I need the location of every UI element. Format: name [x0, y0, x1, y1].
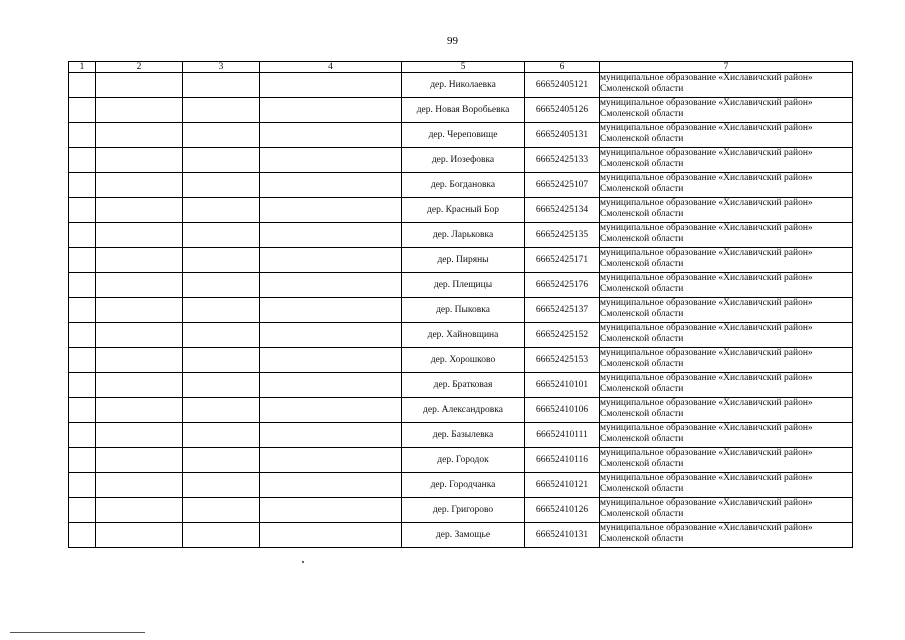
cell-col-2 — [96, 448, 183, 473]
municipality-line-2: Смоленской области — [600, 108, 684, 119]
cell-col-2 — [96, 323, 183, 348]
cell-col-1 — [69, 373, 96, 398]
settlement-name: дер. Хорошково — [402, 348, 525, 373]
cell-col-3 — [183, 198, 260, 223]
cell-col-4 — [260, 248, 402, 273]
cell-col-4 — [260, 448, 402, 473]
municipality-cell — [600, 223, 853, 248]
oktmo-code: 66652410111 — [525, 423, 600, 448]
oktmo-code: 66652405131 — [525, 123, 600, 148]
oktmo-code: 66652425152 — [525, 323, 600, 348]
cell-col-2 — [96, 98, 183, 123]
table-row — [69, 423, 853, 448]
table-row — [69, 148, 853, 173]
municipality-cell — [600, 173, 853, 198]
municipality-line-2: Смоленской области — [600, 158, 684, 169]
municipality-cell — [600, 348, 853, 373]
table-row — [69, 323, 853, 348]
cell-col-4 — [260, 73, 402, 98]
municipality-cell — [600, 98, 853, 123]
cell-col-3 — [183, 448, 260, 473]
settlement-name: дер. Богдановка — [402, 173, 525, 198]
header-col-1: 1 — [69, 62, 96, 73]
table-row — [69, 73, 853, 98]
municipality-line-1: муниципальное образование «Хиславичский район» — [600, 348, 813, 358]
oktmo-code: 66652410121 — [525, 473, 600, 498]
settlement-name: дер. Николаевка — [402, 73, 525, 98]
cell-col-2 — [96, 523, 183, 548]
municipality-cell — [600, 398, 853, 423]
municipality-line-1: муниципальное образование «Хиславичский район» — [600, 173, 813, 183]
municipality-line-2: Смоленской области — [600, 433, 684, 444]
header-col-5: 5 — [402, 62, 525, 73]
cell-col-2 — [96, 348, 183, 373]
settlement-name: дер. Александровка — [402, 398, 525, 423]
cell-col-4 — [260, 498, 402, 523]
oktmo-code: 66652425134 — [525, 198, 600, 223]
cell-col-4 — [260, 398, 402, 423]
municipality-cell — [600, 123, 853, 148]
cell-col-1 — [69, 323, 96, 348]
table-row — [69, 98, 853, 123]
cell-col-1 — [69, 173, 96, 198]
municipality-line-2: Смоленской области — [600, 533, 684, 544]
municipality-line-1: муниципальное образование «Хиславичский район» — [600, 323, 813, 333]
cell-col-1 — [69, 148, 96, 173]
page-number: 99 — [447, 35, 458, 47]
cell-col-2 — [96, 373, 183, 398]
cell-col-1 — [69, 198, 96, 223]
oktmo-code: 66652425171 — [525, 248, 600, 273]
municipality-cell — [600, 423, 853, 448]
settlement-name: дер. Городчанка — [402, 473, 525, 498]
cell-col-2 — [96, 248, 183, 273]
municipality-line-1: муниципальное образование «Хиславичский район» — [600, 198, 813, 208]
cell-col-2 — [96, 123, 183, 148]
oktmo-code: 66652410116 — [525, 448, 600, 473]
municipality-cell — [600, 373, 853, 398]
cell-col-4 — [260, 323, 402, 348]
settlement-name: дер. Городок — [402, 448, 525, 473]
cell-col-4 — [260, 148, 402, 173]
cell-col-4 — [260, 348, 402, 373]
oktmo-code: 66652405121 — [525, 73, 600, 98]
cell-col-4 — [260, 273, 402, 298]
oktmo-code: 66652410106 — [525, 398, 600, 423]
municipality-line-1: муниципальное образование «Хиславичский район» — [600, 98, 813, 108]
table-row — [69, 173, 853, 198]
cell-col-4 — [260, 423, 402, 448]
table-row — [69, 298, 853, 323]
settlement-name: дер. Плещицы — [402, 273, 525, 298]
table-row — [69, 248, 853, 273]
table-body — [69, 73, 853, 548]
cell-col-1 — [69, 123, 96, 148]
cell-col-2 — [96, 473, 183, 498]
municipality-line-1: муниципальное образование «Хиславичский район» — [600, 298, 813, 308]
oktmo-code: 66652425107 — [525, 173, 600, 198]
cell-col-1 — [69, 498, 96, 523]
municipality-line-1: муниципальное образование «Хиславичский район» — [600, 523, 813, 533]
municipality-line-1: муниципальное образование «Хиславичский район» — [600, 498, 813, 508]
oktmo-code: 66652410101 — [525, 373, 600, 398]
cell-col-3 — [183, 273, 260, 298]
cell-col-1 — [69, 273, 96, 298]
table-row — [69, 223, 853, 248]
cell-col-3 — [183, 98, 260, 123]
cell-col-2 — [96, 298, 183, 323]
table-header — [69, 62, 853, 73]
cell-col-1 — [69, 523, 96, 548]
cell-col-1 — [69, 473, 96, 498]
cell-col-1 — [69, 223, 96, 248]
municipality-line-2: Смоленской области — [600, 283, 684, 294]
municipality-cell — [600, 298, 853, 323]
stray-mark — [302, 561, 304, 563]
table-row — [69, 398, 853, 423]
cell-col-3 — [183, 523, 260, 548]
municipality-line-1: муниципальное образование «Хиславичский район» — [600, 373, 813, 383]
municipality-line-2: Смоленской области — [600, 333, 684, 344]
settlement-name: дер. Братковая — [402, 373, 525, 398]
footer-line — [10, 632, 145, 633]
cell-col-2 — [96, 398, 183, 423]
cell-col-4 — [260, 473, 402, 498]
cell-col-3 — [183, 398, 260, 423]
header-col-6: 6 — [525, 62, 600, 73]
settlement-name: дер. Иозефовка — [402, 148, 525, 173]
table-row — [69, 498, 853, 523]
municipality-line-2: Смоленской области — [600, 458, 684, 469]
municipality-cell — [600, 448, 853, 473]
table-row — [69, 198, 853, 223]
municipality-line-2: Смоленской области — [600, 233, 684, 244]
municipality-line-1: муниципальное образование «Хиславичский район» — [600, 273, 813, 283]
cell-col-1 — [69, 448, 96, 473]
table-row — [69, 373, 853, 398]
municipality-line-2: Смоленской области — [600, 183, 684, 194]
settlement-name: дер. Новая Воробьевка — [402, 98, 525, 123]
cell-col-4 — [260, 98, 402, 123]
cell-col-3 — [183, 498, 260, 523]
municipality-cell — [600, 248, 853, 273]
table-row — [69, 123, 853, 148]
settlement-name: дер. Пиряны — [402, 248, 525, 273]
cell-col-1 — [69, 398, 96, 423]
oktmo-code: 66652410126 — [525, 498, 600, 523]
cell-col-2 — [96, 173, 183, 198]
municipality-cell — [600, 323, 853, 348]
cell-col-1 — [69, 423, 96, 448]
cell-col-4 — [260, 223, 402, 248]
municipality-line-2: Смоленской области — [600, 358, 684, 369]
municipality-line-2: Смоленской области — [600, 258, 684, 269]
cell-col-2 — [96, 223, 183, 248]
table-row — [69, 348, 853, 373]
cell-col-4 — [260, 523, 402, 548]
cell-col-3 — [183, 248, 260, 273]
cell-col-1 — [69, 248, 96, 273]
table-row — [69, 473, 853, 498]
municipality-line-2: Смоленской области — [600, 83, 684, 94]
municipality-line-1: муниципальное образование «Хиславичский район» — [600, 423, 813, 433]
municipality-cell — [600, 198, 853, 223]
municipality-line-1: муниципальное образование «Хиславичский район» — [600, 248, 813, 258]
cell-col-2 — [96, 73, 183, 98]
municipality-cell — [600, 473, 853, 498]
municipality-line-1: муниципальное образование «Хиславичский район» — [600, 148, 813, 158]
cell-col-3 — [183, 73, 260, 98]
municipality-line-2: Смоленской области — [600, 133, 684, 144]
settlement-name: дер. Красный Бор — [402, 198, 525, 223]
municipality-line-1: муниципальное образование «Хиславичский район» — [600, 73, 813, 83]
oktmo-code: 66652425133 — [525, 148, 600, 173]
settlement-name: дер. Ларьковка — [402, 223, 525, 248]
municipality-line-2: Смоленской области — [600, 508, 684, 519]
cell-col-3 — [183, 298, 260, 323]
header-col-3: 3 — [183, 62, 260, 73]
cell-col-4 — [260, 198, 402, 223]
table-row — [69, 523, 853, 548]
municipality-line-1: муниципальное образование «Хиславичский район» — [600, 398, 813, 408]
cell-col-2 — [96, 423, 183, 448]
cell-col-4 — [260, 373, 402, 398]
cell-col-4 — [260, 173, 402, 198]
settlement-name: дер. Пыковка — [402, 298, 525, 323]
municipality-cell — [600, 498, 853, 523]
cell-col-1 — [69, 98, 96, 123]
cell-col-1 — [69, 348, 96, 373]
cell-col-2 — [96, 273, 183, 298]
oktmo-code: 66652425153 — [525, 348, 600, 373]
cell-col-3 — [183, 323, 260, 348]
municipality-cell — [600, 273, 853, 298]
settlement-name: дер. Григорово — [402, 498, 525, 523]
table-row — [69, 448, 853, 473]
municipality-line-2: Смоленской области — [600, 483, 684, 494]
cell-col-2 — [96, 198, 183, 223]
cell-col-1 — [69, 298, 96, 323]
municipality-cell — [600, 148, 853, 173]
settlement-name: дер. Череповище — [402, 123, 525, 148]
municipality-line-1: муниципальное образование «Хиславичский район» — [600, 223, 813, 233]
settlement-name: дер. Хайновщина — [402, 323, 525, 348]
municipality-line-2: Смоленской области — [600, 383, 684, 394]
cell-col-3 — [183, 223, 260, 248]
oktmo-code: 66652425137 — [525, 298, 600, 323]
cell-col-3 — [183, 348, 260, 373]
municipality-line-1: муниципальное образование «Хиславичский район» — [600, 448, 813, 458]
municipality-line-1: муниципальное образование «Хиславичский район» — [600, 473, 813, 483]
header-col-2: 2 — [96, 62, 183, 73]
header-row — [69, 62, 853, 73]
cell-col-4 — [260, 298, 402, 323]
cell-col-3 — [183, 123, 260, 148]
table-row — [69, 273, 853, 298]
header-col-7: 7 — [600, 62, 853, 73]
cell-col-3 — [183, 148, 260, 173]
cell-col-1 — [69, 73, 96, 98]
header-col-4: 4 — [260, 62, 402, 73]
municipality-cell — [600, 73, 853, 98]
settlements-table — [68, 61, 853, 548]
municipality-line-2: Смоленской области — [600, 208, 684, 219]
cell-col-3 — [183, 473, 260, 498]
cell-col-2 — [96, 148, 183, 173]
oktmo-code: 66652405126 — [525, 98, 600, 123]
oktmo-code: 66652425135 — [525, 223, 600, 248]
municipality-line-2: Смоленской области — [600, 308, 684, 319]
cell-col-3 — [183, 373, 260, 398]
cell-col-4 — [260, 123, 402, 148]
cell-col-3 — [183, 423, 260, 448]
cell-col-3 — [183, 173, 260, 198]
oktmo-code: 66652410131 — [525, 523, 600, 548]
cell-col-2 — [96, 498, 183, 523]
municipality-cell — [600, 523, 853, 548]
municipality-line-1: муниципальное образование «Хиславичский район» — [600, 123, 813, 133]
oktmo-code: 66652425176 — [525, 273, 600, 298]
settlement-name: дер. Замощье — [402, 523, 525, 548]
settlement-name: дер. Базылевка — [402, 423, 525, 448]
municipality-line-2: Смоленской области — [600, 408, 684, 419]
